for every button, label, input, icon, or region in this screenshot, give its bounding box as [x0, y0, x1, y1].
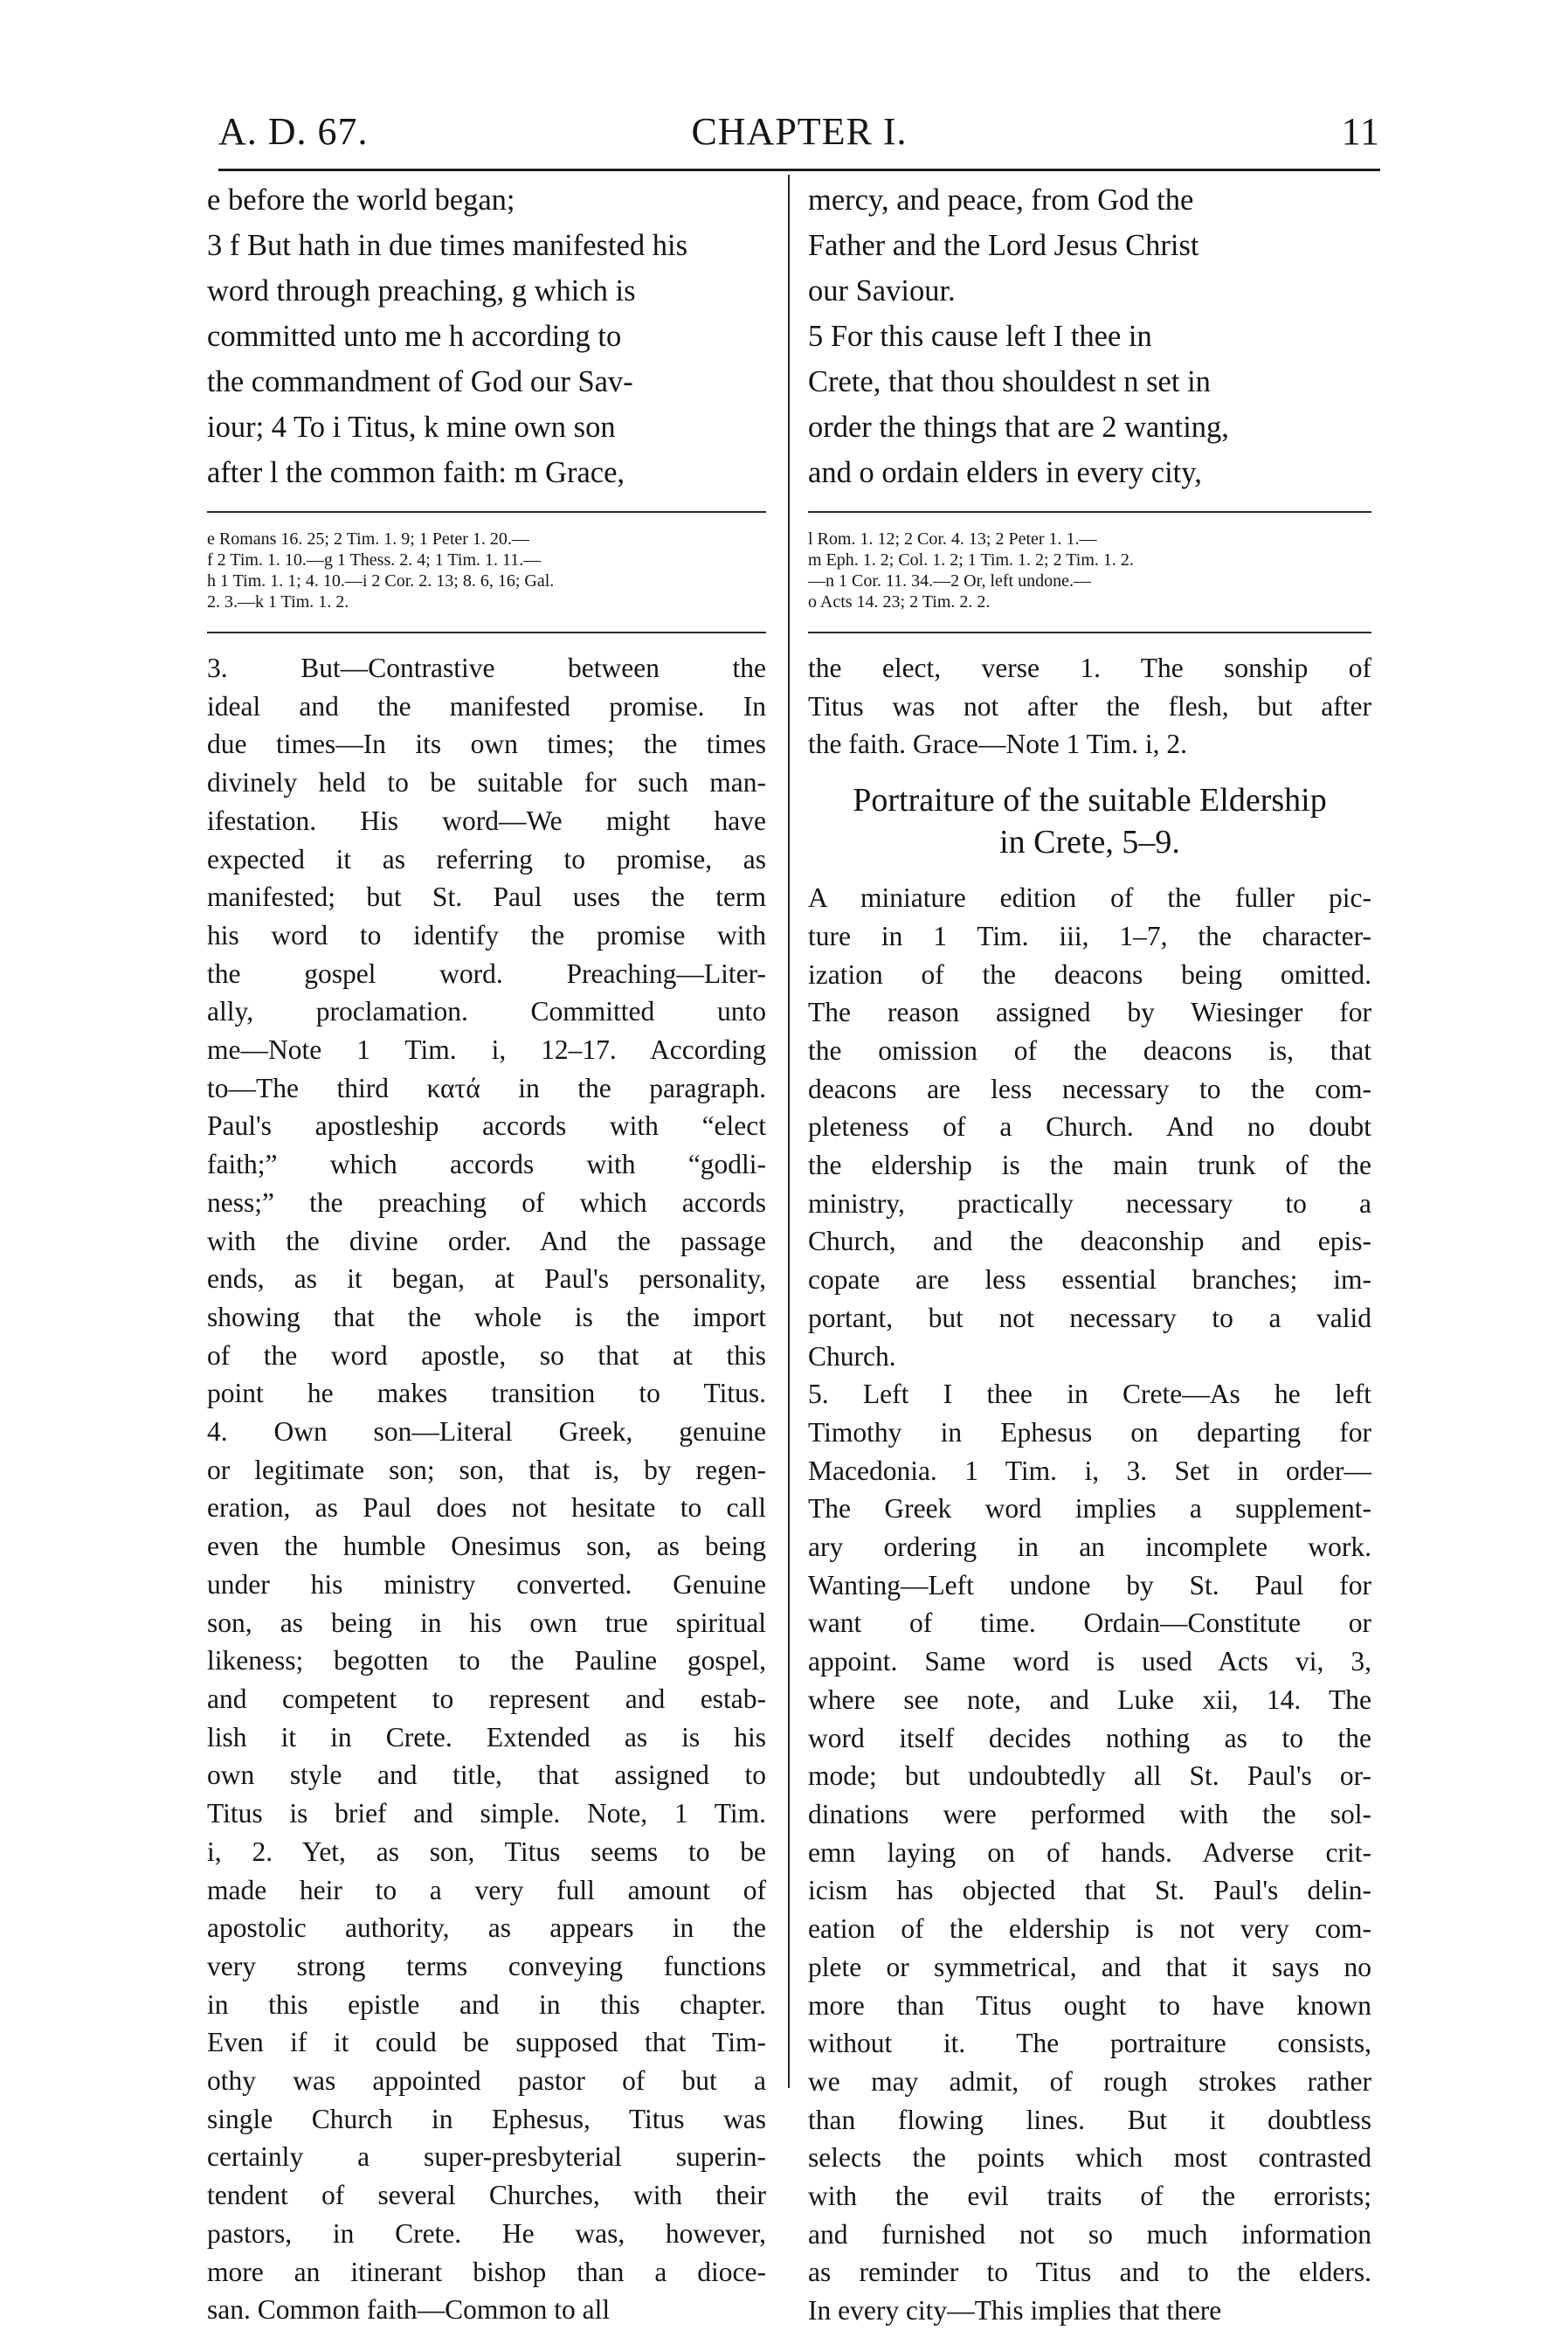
commentary-line: Titus was not after the flesh, but after: [808, 690, 1371, 722]
commentary-line: more an itinerant bishop than a dioce-: [207, 2256, 766, 2287]
commentary-line: or legitimate son; son, that is, by regen-: [207, 1454, 766, 1485]
scripture-line: e before the world began;: [207, 183, 515, 217]
scripture-text-right: [808, 177, 1371, 495]
commentary-line: ally, proclamation. Committed unto: [207, 996, 766, 1027]
footnote-line: e Romans 16. 25; 2 Tim. 1. 9; 1 Peter 1. 20.—: [207, 529, 529, 549]
commentary-right-top: [808, 649, 1371, 764]
commentary-line: we may admit, of rough strokes rather: [808, 2065, 1371, 2097]
footnote-rule: [207, 511, 766, 513]
commentary-line: son, as being in his own true spiritual: [207, 1607, 766, 1638]
commentary-line: the gospel word. Preaching—Liter-: [207, 958, 766, 989]
left-column: [207, 177, 766, 2329]
column-divider: [788, 175, 790, 2088]
commentary-line: the elect, verse 1. The sonship of: [808, 653, 1371, 683]
commentary-line: want of time. Ordain—Constitute or: [808, 1607, 1371, 1639]
commentary-line: Timothy in Ephesus on departing for: [808, 1416, 1371, 1448]
header-chapter: CHAPTER I.: [691, 110, 908, 153]
commentary-line: ifestation. His word—We might have: [207, 805, 766, 836]
scripture-line: order the things that are 2 wanting,: [808, 411, 1229, 444]
commentary-line: and furnished not so much information: [808, 2218, 1371, 2250]
commentary-line: ends, as it began, at Paul's personality,: [207, 1263, 766, 1295]
commentary-rule: [207, 632, 766, 633]
commentary-line: 4. Own son—Literal Greek, genuine: [207, 1416, 766, 1448]
commentary-line: ness;” the preaching of which accords: [207, 1186, 766, 1218]
scripture-line: 3 f But hath in due times manifested his: [207, 229, 687, 262]
header-year: A. D. 67.: [218, 110, 369, 153]
commentary-line: manifested; but St. Paul uses the term: [207, 882, 766, 913]
footnote-line: o Acts 14. 23; 2 Tim. 2. 2.: [808, 592, 991, 612]
scripture-line: mercy, and peace, from God the: [808, 183, 1194, 217]
commentary-line: In every city—This implies that there: [808, 2295, 1222, 2327]
commentary-line: plete or symmetrical, and that it says no: [808, 1951, 1371, 1982]
commentary-line: 5. Left I thee in Crete—As he left: [808, 1379, 1371, 1410]
scripture-line: word through preaching, g which is: [207, 274, 636, 308]
commentary-line: certainly a super-presbyterial superin-: [207, 2141, 766, 2173]
commentary-line: san. Common faith—Common to all: [207, 2294, 611, 2326]
commentary-line: eation of the eldership is not very com-: [808, 1913, 1371, 1945]
commentary-line: ideal and the manifested promise. In: [207, 690, 766, 722]
commentary-line: where see note, and Luke xii, 14. The: [808, 1684, 1371, 1715]
commentary-line: copate are less essential branches; im-: [808, 1264, 1371, 1296]
commentary-line: to—The third κατά in the paragraph.: [207, 1072, 766, 1103]
commentary-line: pleteness of a Church. And no doubt: [808, 1111, 1371, 1143]
commentary-line: without it. The portraiture consists,: [808, 2028, 1371, 2059]
commentary-line: pastors, in Crete. He was, however,: [207, 2217, 766, 2249]
commentary-line: ture in 1 Tim. iii, 1–7, the character-: [808, 920, 1371, 951]
commentary-line: apostolic authority, as appears in the: [207, 1912, 766, 1944]
scripture-line: 5 For this cause left I thee in: [808, 320, 1152, 353]
page-number: 11: [1341, 110, 1380, 153]
commentary-line: ary ordering in an incomplete work.: [808, 1531, 1371, 1563]
commentary-line: his word to identify the promise with: [207, 919, 766, 951]
scripture-line: committed unto me h according to: [207, 320, 622, 353]
commentary-line: emn laying on of hands. Adverse crit-: [808, 1836, 1371, 1868]
commentary-line: portant, but not necessary to a valid: [808, 1302, 1371, 1333]
commentary-line: Paul's apostleship accords with “elect: [207, 1110, 766, 1142]
commentary-line: appoint. Same word is used Acts vi, 3,: [808, 1646, 1371, 1677]
commentary-line: point he makes transition to Titus.: [207, 1378, 766, 1409]
commentary-line: 3. But—Contrastive between the: [207, 653, 766, 683]
scripture-line: iour; 4 To i Titus, k mine own son: [207, 411, 616, 444]
footnote-line: f 2 Tim. 1. 10.—g 1 Thess. 2. 4; 1 Tim. 1. 11.—: [207, 550, 542, 570]
scripture-line: and o ordain elders in every city,: [808, 456, 1202, 489]
scripture-line: Father and the Lord Jesus Christ: [808, 229, 1199, 262]
commentary-line: expected it as referring to promise, as: [207, 843, 766, 875]
section-heading: [808, 779, 1371, 863]
commentary-line: The reason assigned by Wiesinger for: [808, 997, 1371, 1028]
commentary-line: icism has objected that St. Paul's delin-: [808, 1875, 1371, 1906]
footnote-line: m Eph. 1. 2; Col. 1. 2; 1 Tim. 1. 2; 2 Tim. 1. 2.: [808, 550, 1134, 570]
footnote-line: l Rom. 1. 12; 2 Cor. 4. 13; 2 Peter 1. 1.—: [808, 529, 1097, 549]
commentary-left: [207, 649, 766, 2329]
commentary-line: tendent of several Churches, with their: [207, 2180, 766, 2211]
commentary-line: with the divine order. And the passage: [207, 1225, 766, 1256]
commentary-line: more than Titus ought to have known: [808, 1989, 1371, 2021]
footnotes-left: [207, 529, 766, 612]
commentary-right: [808, 879, 1371, 2330]
scripture-line: our Saviour.: [808, 274, 956, 308]
commentary-line: A miniature edition of the fuller pic-: [808, 882, 1371, 914]
commentary-line: The Greek word implies a supplement-: [808, 1493, 1371, 1525]
running-header: [218, 109, 1380, 170]
commentary-line: i, 2. Yet, as son, Titus seems to be: [207, 1836, 766, 1867]
commentary-line: in this epistle and in this chapter.: [207, 1988, 766, 2020]
commentary-line: Titus is brief and simple. Note, 1 Tim.: [207, 1798, 766, 1829]
commentary-line: the eldership is the main trunk of the: [808, 1150, 1371, 1181]
commentary-line: Macedonia. 1 Tim. i, 3. Set in order—: [808, 1455, 1371, 1486]
scripture-text-left: [207, 177, 766, 495]
commentary-line: ization of the deacons being omitted.: [808, 958, 1371, 990]
commentary-line: faith;” which accords with “godli-: [207, 1149, 766, 1180]
commentary-line: showing that the whole is the import: [207, 1301, 766, 1332]
commentary-line: deacons are less necessary to the com-: [808, 1073, 1371, 1104]
commentary-line: and competent to represent and estab-: [207, 1683, 766, 1714]
commentary-line: than flowing lines. But it doubtless: [808, 2104, 1371, 2135]
commentary-line: dinations were performed with the sol-: [808, 1798, 1371, 1829]
commentary-line: me—Note 1 Tim. i, 12–17. According: [207, 1034, 766, 1066]
section-heading-line2: in Crete, 5–9.: [999, 824, 1180, 861]
scripture-line: after l the common faith: m Grace,: [207, 456, 625, 489]
commentary-line: made heir to a very full amount of: [207, 1874, 766, 1905]
commentary-line: under his ministry converted. Genuine: [207, 1568, 766, 1600]
commentary-line: eration, as Paul does not hesitate to call: [207, 1492, 766, 1524]
right-column: [808, 177, 1371, 2330]
commentary-line: as reminder to Titus and to the elders.: [808, 2257, 1371, 2288]
commentary-line: even the humble Onesimus son, as being: [207, 1531, 766, 1562]
commentary-line: with the evil traits of the errorists;: [808, 2181, 1371, 2212]
commentary-line: Church, and the deaconship and epis-: [808, 1226, 1371, 1257]
header-rule: [218, 169, 1380, 171]
commentary-line: the faith. Grace—Note 1 Tim. i, 2.: [808, 729, 1187, 760]
footnotes-right: [808, 529, 1371, 612]
commentary-rule: [808, 632, 1371, 633]
scripture-line: Crete, that thou shouldest n set in: [808, 365, 1211, 398]
commentary-line: the omission of the deacons is, that: [808, 1034, 1371, 1066]
footnote-line: h 1 Tim. 1. 1; 4. 10.—i 2 Cor. 2. 13; 8. 6, 16; Gal.: [207, 571, 555, 591]
commentary-line: likeness; begotten to the Pauline gospel,: [207, 1645, 766, 1677]
footnote-rule: [808, 511, 1371, 513]
section-heading-line1: Portraiture of the suitable Eldership: [853, 782, 1327, 819]
commentary-line: ministry, practically necessary to a: [808, 1187, 1371, 1219]
footnote-line: 2. 3.—k 1 Tim. 1. 2.: [207, 592, 349, 612]
commentary-line: Church.: [808, 1340, 896, 1372]
scripture-line: the commandment of God our Sav-: [207, 365, 633, 398]
commentary-line: word itself decides nothing as to the: [808, 1722, 1371, 1753]
commentary-line: lish it in Crete. Extended as is his: [207, 1721, 766, 1753]
commentary-line: own style and title, that assigned to: [207, 1760, 766, 1791]
commentary-line: due times—In its own times; the times: [207, 729, 766, 760]
footnote-line: —n 1 Cor. 11. 34.—2 Or, left undone.—: [808, 571, 1091, 591]
commentary-line: othy was appointed pastor of but a: [207, 2065, 766, 2097]
commentary-line: of the word apostle, so that at this: [207, 1339, 766, 1371]
commentary-line: Wanting—Left undone by St. Paul for: [808, 1569, 1371, 1601]
commentary-line: single Church in Ephesus, Titus was: [207, 2103, 766, 2134]
commentary-line: divinely held to be suitable for such man-: [207, 767, 766, 799]
commentary-line: mode; but undoubtedly all St. Paul's or-: [808, 1760, 1371, 1792]
commentary-line: selects the points which most contrasted: [808, 2142, 1371, 2174]
commentary-line: very strong terms conveying functions: [207, 1950, 766, 1981]
commentary-line: Even if it could be supposed that Tim-: [207, 2027, 766, 2058]
